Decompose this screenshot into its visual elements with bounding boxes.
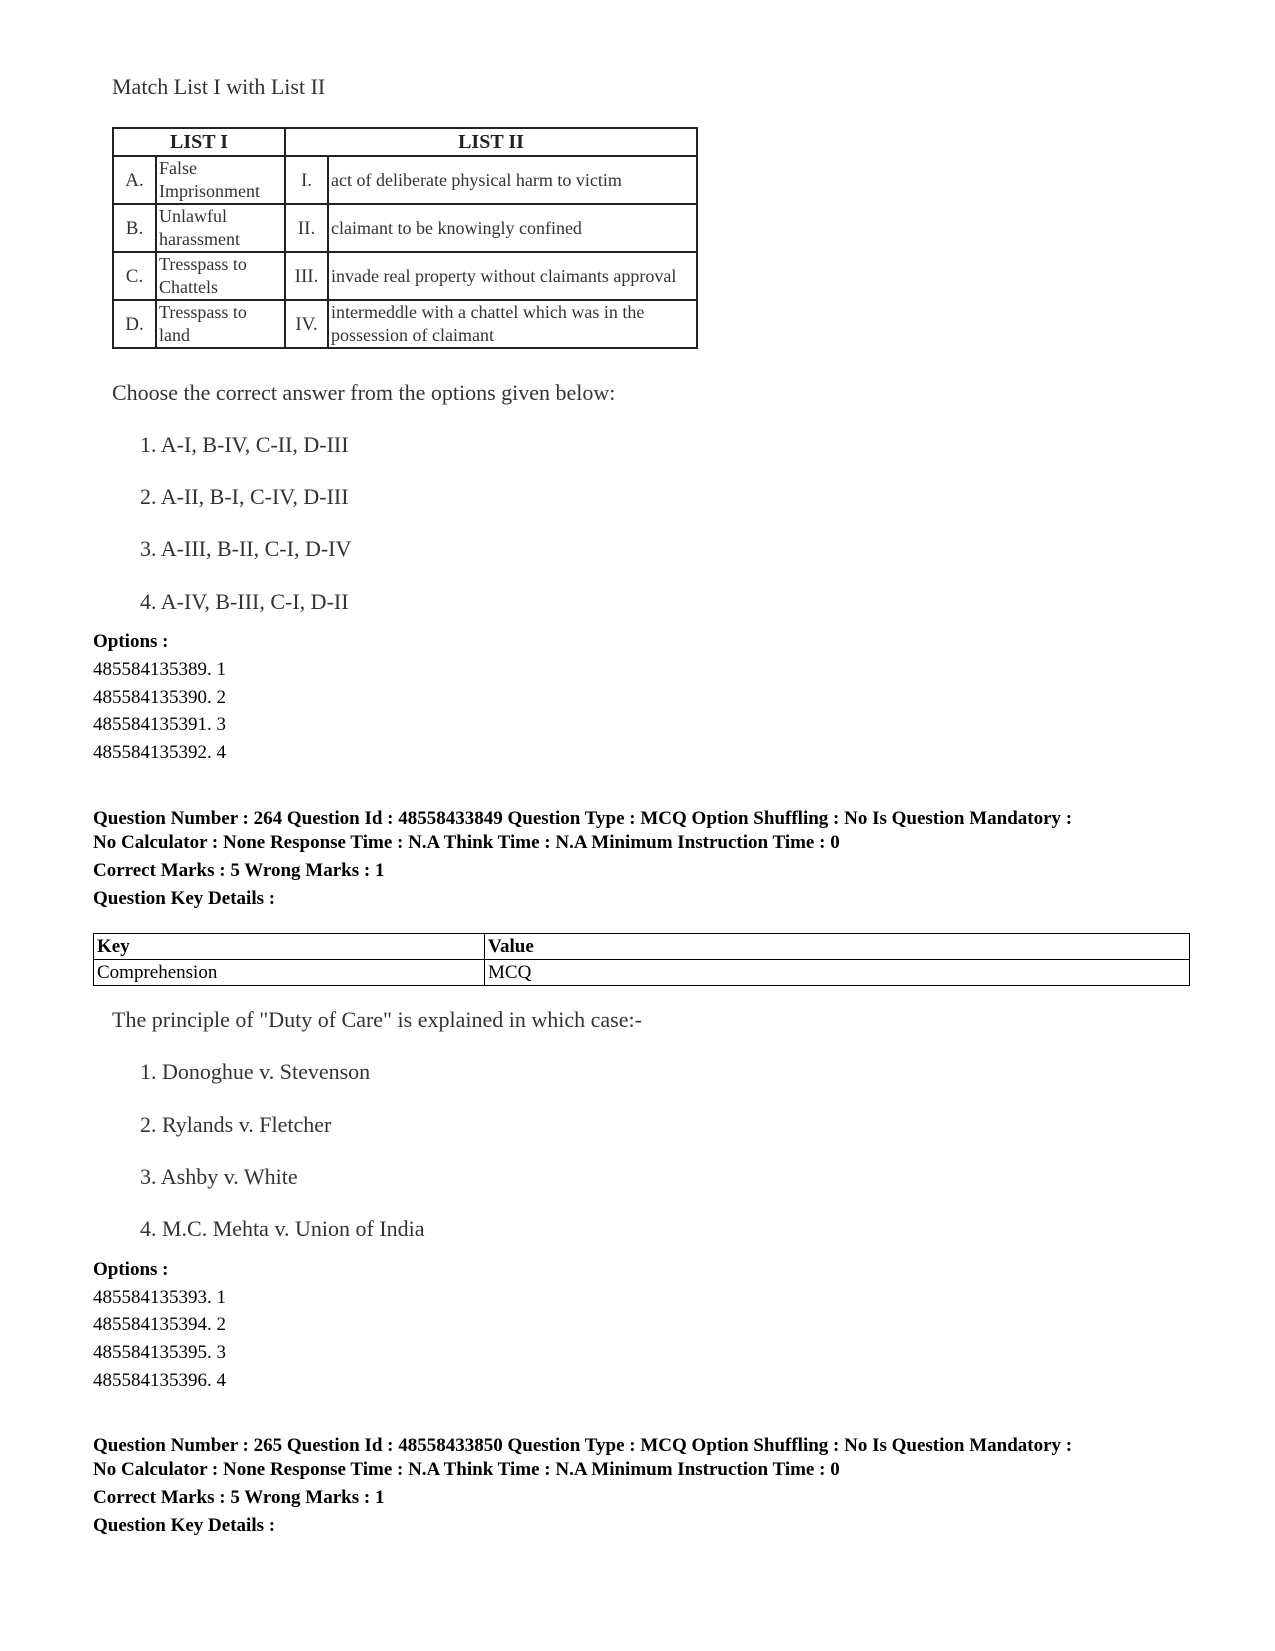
row-label: D. bbox=[113, 300, 156, 348]
key-details-label: Question Key Details : bbox=[93, 888, 276, 909]
match-heading: Match List I with List II bbox=[112, 74, 326, 99]
key-table-header bbox=[94, 934, 1190, 960]
question-meta-line1: Question Number : 264 Question Id : 48558433849 Question Type : MCQ Option Shuffling : No Is Question Mandatory : bbox=[93, 808, 1073, 829]
answer-choice: 2. A-II, B-I, C-IV, D-III bbox=[140, 484, 349, 509]
answer-choice: 1. A-I, B-IV, C-II, D-III bbox=[140, 432, 349, 457]
value-header: Value bbox=[485, 934, 1190, 960]
option-item: 485584135396. 4 bbox=[93, 1370, 226, 1391]
key-cell: Comprehension bbox=[94, 960, 485, 986]
match-table bbox=[112, 127, 698, 349]
list2-item: claimant to be knowingly confined bbox=[328, 204, 697, 252]
option-item: 485584135391. 3 bbox=[93, 714, 226, 735]
row-roman: I. bbox=[285, 156, 328, 204]
row-label: B. bbox=[113, 204, 156, 252]
list1-item: Unlawful harassment bbox=[156, 204, 285, 252]
option-item: 485584135393. 1 bbox=[93, 1287, 226, 1308]
question-marks: Correct Marks : 5 Wrong Marks : 1 bbox=[93, 860, 385, 881]
row-label: A. bbox=[113, 156, 156, 204]
list1-item: Tresspass to Chattels bbox=[156, 252, 285, 300]
list1-item: False Imprisonment bbox=[156, 156, 285, 204]
answer-choice: 4. A-IV, B-III, C-I, D-II bbox=[140, 589, 349, 614]
table-row bbox=[113, 204, 697, 252]
list1-header: LIST I bbox=[113, 128, 285, 156]
list2-item: invade real property without claimants approval bbox=[328, 252, 697, 300]
list2-header: LIST II bbox=[285, 128, 697, 156]
option-item: 485584135395. 3 bbox=[93, 1342, 226, 1363]
question-meta-line1: Question Number : 265 Question Id : 48558433850 Question Type : MCQ Option Shuffling : No Is Question Mandatory : bbox=[93, 1435, 1073, 1456]
key-details-table bbox=[93, 933, 1190, 986]
answer-choice: 3. A-III, B-II, C-I, D-IV bbox=[140, 536, 352, 561]
table-row bbox=[113, 156, 697, 204]
options-label: Options : bbox=[93, 631, 169, 652]
key-details-label: Question Key Details : bbox=[93, 1515, 276, 1536]
question-marks: Correct Marks : 5 Wrong Marks : 1 bbox=[93, 1487, 385, 1508]
option-item: 485584135390. 2 bbox=[93, 687, 226, 708]
row-roman: IV. bbox=[285, 300, 328, 348]
value-cell: MCQ bbox=[485, 960, 1190, 986]
key-header: Key bbox=[94, 934, 485, 960]
option-item: 485584135392. 4 bbox=[93, 742, 226, 763]
option-item: 485584135389. 1 bbox=[93, 659, 226, 680]
row-roman: III. bbox=[285, 252, 328, 300]
answer-choice: 1. Donoghue v. Stevenson bbox=[140, 1059, 371, 1084]
question-meta-line2: No Calculator : None Response Time : N.A Think Time : N.A Minimum Instruction Time : 0 bbox=[93, 1459, 840, 1480]
list2-item: act of deliberate physical harm to victim bbox=[328, 156, 697, 204]
row-label: C. bbox=[113, 252, 156, 300]
answer-choice: 2. Rylands v. Fletcher bbox=[140, 1112, 332, 1137]
option-item: 485584135394. 2 bbox=[93, 1314, 226, 1335]
answer-choice: 4. M.C. Mehta v. Union of India bbox=[140, 1216, 425, 1241]
options-label: Options : bbox=[93, 1259, 169, 1280]
list1-item: Tresspass to land bbox=[156, 300, 285, 348]
question-meta-line2: No Calculator : None Response Time : N.A Think Time : N.A Minimum Instruction Time : 0 bbox=[93, 832, 840, 853]
choose-instruction: Choose the correct answer from the options given below: bbox=[112, 380, 616, 405]
match-table-header bbox=[113, 128, 697, 156]
table-row bbox=[94, 960, 1190, 986]
table-row bbox=[113, 252, 697, 300]
question-text: The principle of "Duty of Care" is explained in which case:- bbox=[112, 1007, 642, 1032]
row-roman: II. bbox=[285, 204, 328, 252]
table-row bbox=[113, 300, 697, 348]
list2-item: intermeddle with a chattel which was in the possession of claimant bbox=[328, 300, 697, 348]
answer-choice: 3. Ashby v. White bbox=[140, 1164, 298, 1189]
